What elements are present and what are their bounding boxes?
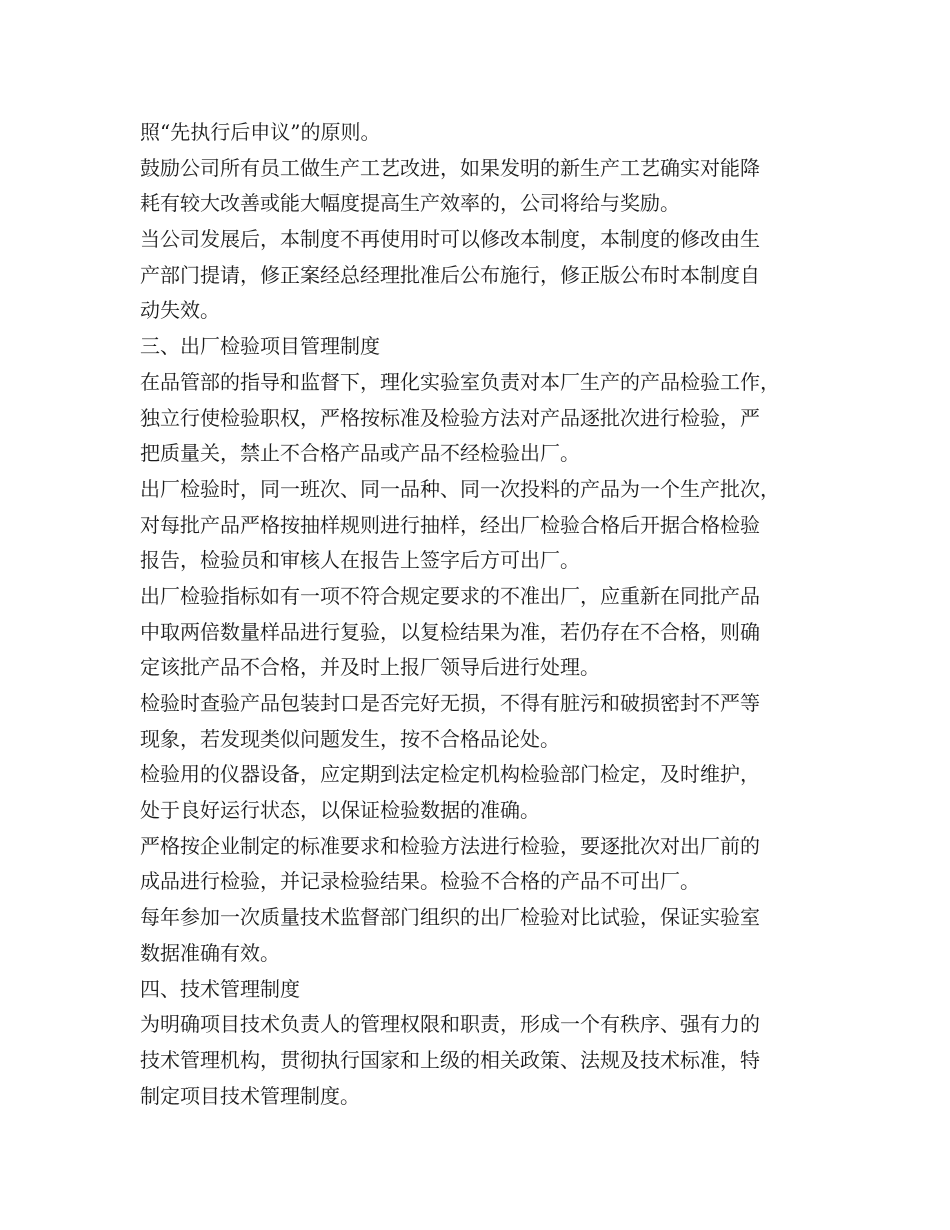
- text-line: 独立行使检验职权，严格按标准及检验方法对产品逐批次进行检验，严: [140, 405, 760, 430]
- text-line: 鼓励公司所有员工做生产工艺改进，如果发明的新生产工艺确实对能降: [140, 155, 760, 180]
- text-line: 报告，检验员和审核人在报告上签字后方可出厂。: [140, 548, 580, 573]
- section-heading: 四、技术管理制度: [140, 976, 300, 1001]
- text-line: 耗有较大改善或能大幅度提高生产效率的，公司将给与奖励。: [140, 191, 680, 216]
- text-line: 处于良好运行状态，以保证检验数据的准确。: [140, 798, 540, 823]
- text-line: 制定项目技术管理制度。: [140, 1083, 360, 1108]
- text-line: 中取两倍数量样品进行复验，以复检结果为准，若仍存在不合格，则确: [140, 619, 760, 644]
- document-body: [140, 115, 820, 1114]
- text-line: 成品进行检验，并记录检验结果。检验不合格的产品不可出厂。: [140, 869, 700, 894]
- text-line: 出厂检验时，同一班次、同一品种、同一次投料的产品为一个生产批次，: [140, 476, 780, 501]
- text-line: 严格按企业制定的标准要求和检验方法进行检验，要逐批次对出厂前的: [140, 833, 760, 858]
- text-line: 当公司发展后，本制度不再使用时可以修改本制度，本制度的修改由生: [140, 227, 760, 252]
- text-line: 技术管理机构，贯彻执行国家和上级的相关政策、法规及技术标准，特: [140, 1047, 760, 1072]
- text-line: 把质量关，禁止不合格产品或产品不经检验出厂。: [140, 441, 580, 466]
- text-line: 检验时查验产品包装封口是否完好无损，不得有脏污和破损密封不严等: [140, 691, 760, 715]
- text-line: 数据准确有效。: [140, 940, 280, 965]
- text-line: 照“先执行后申议”的原则。: [140, 120, 381, 144]
- text-line: 每年参加一次质量技术监督部门组织的出厂检验对比试验，保证实验室: [140, 905, 760, 930]
- text-line: 检验用的仪器设备，应定期到法定检定机构检验部门检定，及时维护，: [140, 762, 760, 787]
- section-heading: 三、出厂检验项目管理制度: [140, 334, 380, 359]
- text-line: 动失效。: [140, 298, 220, 323]
- text-line: 定该批产品不合格，并及时上报厂领导后进行处理。: [140, 655, 600, 680]
- text-line: 产部门提请，修正案经总经理批准后公布施行，修正版公布时本制度自: [140, 262, 760, 287]
- text-line: 出厂检验指标如有一项不符合规定要求的不准出厂，应重新在同批产品: [140, 583, 760, 608]
- text-line: 对每批产品严格按抽样规则进行抽样，经出厂检验合格后开据合格检验: [140, 512, 760, 537]
- text-line: 在品管部的指导和监督下，理化实验室负责对本厂生产的产品检验工作，: [140, 369, 780, 394]
- text-line: 为明确项目技术负责人的管理权限和职责，形成一个有秩序、强有力的: [140, 1012, 760, 1037]
- text-line: 现象，若发现类似问题发生，按不合格品论处。: [140, 726, 560, 751]
